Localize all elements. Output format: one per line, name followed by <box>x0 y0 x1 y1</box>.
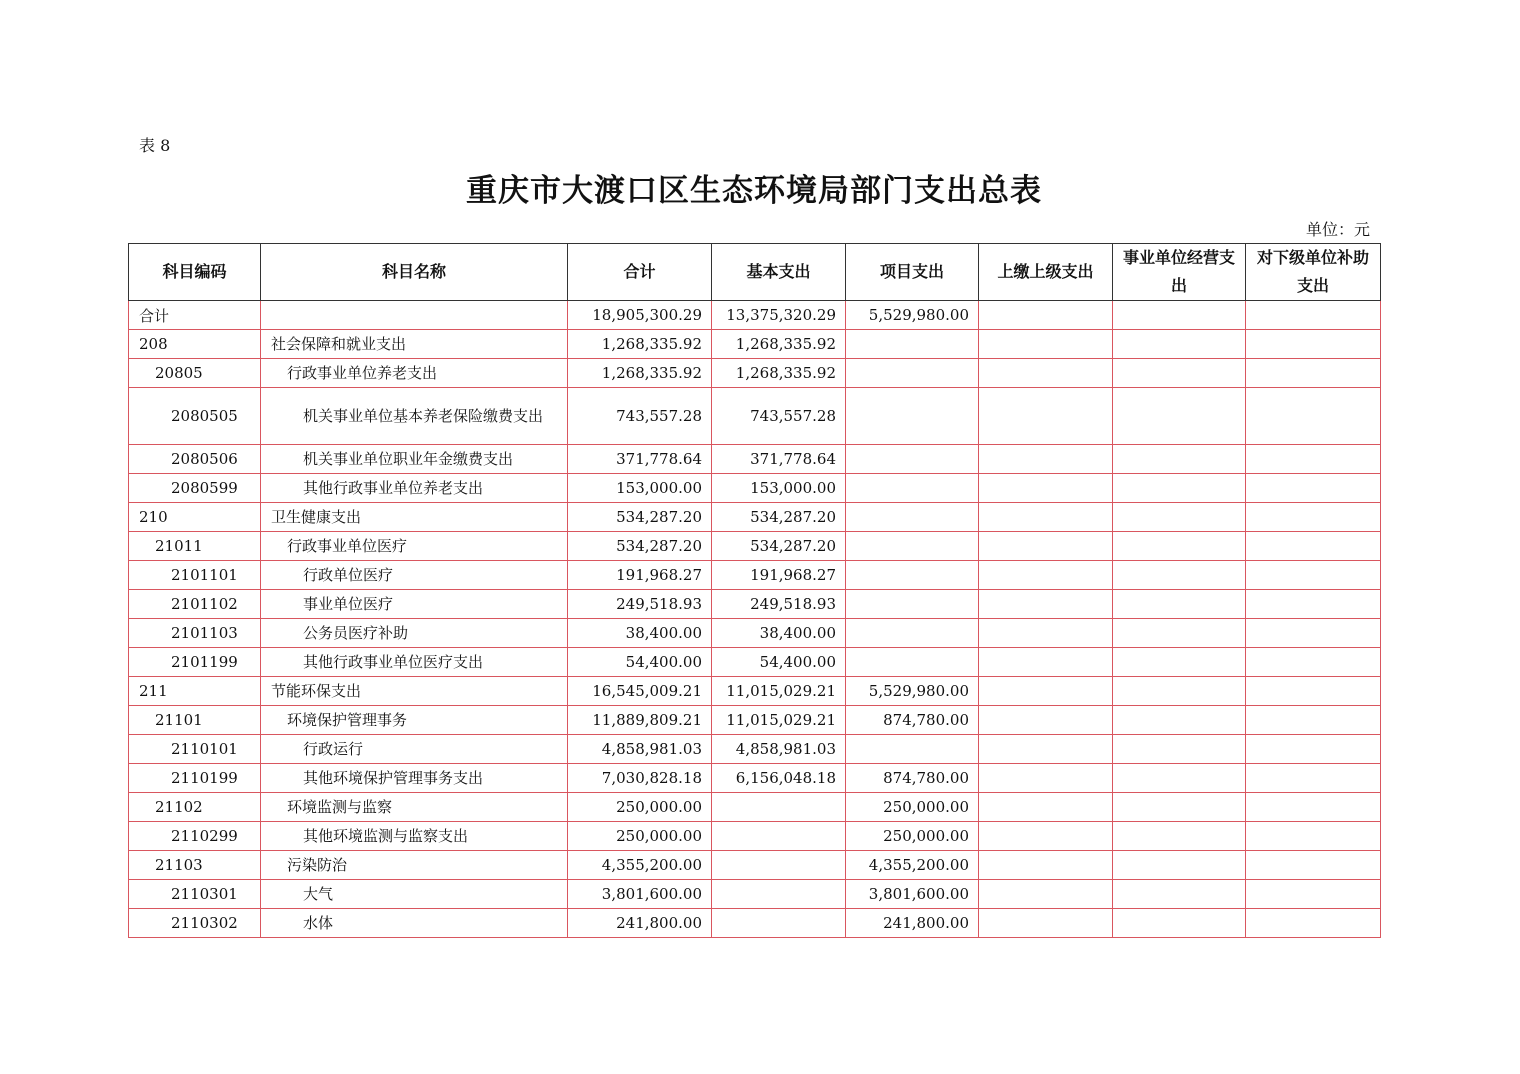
cell-basic: 11,015,029.21 <box>712 677 846 706</box>
cell-upper <box>979 590 1113 619</box>
cell-project <box>846 590 979 619</box>
cell-business <box>1113 793 1246 822</box>
cell-basic: 249,518.93 <box>712 590 846 619</box>
cell-business <box>1113 445 1246 474</box>
cell-total: 371,778.64 <box>568 445 712 474</box>
cell-project <box>846 532 979 561</box>
cell-subsidy <box>1246 359 1381 388</box>
cell-project: 241,800.00 <box>846 909 979 938</box>
header-total: 合计 <box>568 244 712 301</box>
cell-code: 211 <box>129 677 261 706</box>
table-row <box>129 619 1381 648</box>
cell-name: 公务员医疗补助 <box>261 619 568 648</box>
cell-business <box>1113 880 1246 909</box>
unit-label: 单位：元 <box>1305 220 1370 239</box>
cell-basic: 38,400.00 <box>712 619 846 648</box>
cell-project: 3,801,600.00 <box>846 880 979 909</box>
cell-code: 2080506 <box>129 445 261 474</box>
cell-basic: 534,287.20 <box>712 503 846 532</box>
cell-basic: 534,287.20 <box>712 532 846 561</box>
cell-upper <box>979 880 1113 909</box>
cell-basic <box>712 822 846 851</box>
cell-project <box>846 648 979 677</box>
cell-business <box>1113 561 1246 590</box>
cell-project <box>846 503 979 532</box>
cell-upper <box>979 677 1113 706</box>
cell-basic <box>712 851 846 880</box>
cell-total: 191,968.27 <box>568 561 712 590</box>
table-row <box>129 330 1381 359</box>
header-project: 项目支出 <box>846 244 979 301</box>
cell-upper <box>979 445 1113 474</box>
cell-basic: 54,400.00 <box>712 648 846 677</box>
table-row <box>129 793 1381 822</box>
cell-project <box>846 474 979 503</box>
cell-code: 2101101 <box>129 561 261 590</box>
cell-basic: 1,268,335.92 <box>712 359 846 388</box>
header-name: 科目名称 <box>261 244 568 301</box>
cell-basic: 743,557.28 <box>712 388 846 445</box>
cell-code: 合计 <box>129 301 261 330</box>
cell-code: 2110101 <box>129 735 261 764</box>
cell-code: 21102 <box>129 793 261 822</box>
cell-code: 2080505 <box>129 388 261 445</box>
cell-subsidy <box>1246 880 1381 909</box>
cell-code: 208 <box>129 330 261 359</box>
cell-subsidy <box>1246 706 1381 735</box>
cell-total: 11,889,809.21 <box>568 706 712 735</box>
table-row <box>129 822 1381 851</box>
cell-total: 38,400.00 <box>568 619 712 648</box>
cell-business <box>1113 619 1246 648</box>
table-row <box>129 503 1381 532</box>
cell-name: 机关事业单位基本养老保险缴费支出 <box>261 388 568 445</box>
cell-code: 21103 <box>129 851 261 880</box>
cell-code: 2101102 <box>129 590 261 619</box>
cell-business <box>1113 503 1246 532</box>
cell-basic: 1,268,335.92 <box>712 330 846 359</box>
cell-name: 节能环保支出 <box>261 677 568 706</box>
cell-name: 行政事业单位医疗 <box>261 532 568 561</box>
table-row <box>129 735 1381 764</box>
cell-basic <box>712 793 846 822</box>
cell-upper <box>979 851 1113 880</box>
table-row <box>129 706 1381 735</box>
table-label: 表 8 <box>139 136 171 155</box>
cell-subsidy <box>1246 330 1381 359</box>
cell-basic: 4,858,981.03 <box>712 735 846 764</box>
cell-upper <box>979 648 1113 677</box>
cell-business <box>1113 677 1246 706</box>
cell-total: 534,287.20 <box>568 532 712 561</box>
cell-name: 事业单位医疗 <box>261 590 568 619</box>
table-row <box>129 561 1381 590</box>
cell-subsidy <box>1246 532 1381 561</box>
cell-name: 其他行政事业单位医疗支出 <box>261 648 568 677</box>
cell-project <box>846 619 979 648</box>
cell-subsidy <box>1246 561 1381 590</box>
cell-project <box>846 388 979 445</box>
header-business: 事业单位经营支出 <box>1113 244 1246 301</box>
cell-upper <box>979 619 1113 648</box>
cell-business <box>1113 388 1246 445</box>
cell-project: 874,780.00 <box>846 706 979 735</box>
cell-code: 21101 <box>129 706 261 735</box>
cell-subsidy <box>1246 851 1381 880</box>
cell-total: 18,905,300.29 <box>568 301 712 330</box>
cell-subsidy <box>1246 590 1381 619</box>
cell-business <box>1113 474 1246 503</box>
cell-subsidy <box>1246 735 1381 764</box>
page-title: 重庆市大渡口区生态环境局部门支出总表 <box>466 173 1042 209</box>
cell-total: 16,545,009.21 <box>568 677 712 706</box>
expenditure-table <box>128 243 1381 938</box>
cell-project: 5,529,980.00 <box>846 677 979 706</box>
cell-project <box>846 735 979 764</box>
table-row <box>129 851 1381 880</box>
table-row <box>129 359 1381 388</box>
cell-project <box>846 445 979 474</box>
table-row <box>129 474 1381 503</box>
cell-code: 2110301 <box>129 880 261 909</box>
cell-code: 2110199 <box>129 764 261 793</box>
table-row <box>129 764 1381 793</box>
cell-upper <box>979 503 1113 532</box>
cell-name: 污染防治 <box>261 851 568 880</box>
cell-subsidy <box>1246 793 1381 822</box>
table-row <box>129 677 1381 706</box>
cell-subsidy <box>1246 909 1381 938</box>
cell-project: 5,529,980.00 <box>846 301 979 330</box>
cell-name: 行政运行 <box>261 735 568 764</box>
cell-name: 其他行政事业单位养老支出 <box>261 474 568 503</box>
cell-subsidy <box>1246 301 1381 330</box>
header-row <box>129 244 1381 301</box>
cell-basic: 153,000.00 <box>712 474 846 503</box>
cell-project <box>846 561 979 590</box>
cell-basic: 191,968.27 <box>712 561 846 590</box>
cell-code: 20805 <box>129 359 261 388</box>
cell-name: 卫生健康支出 <box>261 503 568 532</box>
table-row <box>129 880 1381 909</box>
cell-name: 大气 <box>261 880 568 909</box>
cell-name: 行政事业单位养老支出 <box>261 359 568 388</box>
cell-name: 社会保障和就业支出 <box>261 330 568 359</box>
cell-code: 2101199 <box>129 648 261 677</box>
cell-business <box>1113 330 1246 359</box>
cell-code: 2110302 <box>129 909 261 938</box>
cell-total: 3,801,600.00 <box>568 880 712 909</box>
cell-subsidy <box>1246 388 1381 445</box>
cell-name: 机关事业单位职业年金缴费支出 <box>261 445 568 474</box>
cell-business <box>1113 706 1246 735</box>
header-basic: 基本支出 <box>712 244 846 301</box>
cell-code: 2110299 <box>129 822 261 851</box>
cell-total: 534,287.20 <box>568 503 712 532</box>
cell-project <box>846 359 979 388</box>
cell-total: 743,557.28 <box>568 388 712 445</box>
cell-project: 250,000.00 <box>846 822 979 851</box>
cell-basic <box>712 880 846 909</box>
cell-upper <box>979 330 1113 359</box>
header-subsidy: 对下级单位补助支出 <box>1246 244 1381 301</box>
cell-upper <box>979 793 1113 822</box>
cell-upper <box>979 388 1113 445</box>
cell-name: 行政单位医疗 <box>261 561 568 590</box>
cell-upper <box>979 561 1113 590</box>
cell-name: 其他环境保护管理事务支出 <box>261 764 568 793</box>
cell-upper <box>979 909 1113 938</box>
cell-business <box>1113 301 1246 330</box>
cell-name <box>261 301 568 330</box>
cell-total: 250,000.00 <box>568 822 712 851</box>
cell-total: 250,000.00 <box>568 793 712 822</box>
cell-total: 4,355,200.00 <box>568 851 712 880</box>
cell-project: 250,000.00 <box>846 793 979 822</box>
cell-total: 4,858,981.03 <box>568 735 712 764</box>
cell-subsidy <box>1246 445 1381 474</box>
table-row <box>129 301 1381 330</box>
cell-business <box>1113 590 1246 619</box>
cell-basic <box>712 909 846 938</box>
header-upper: 上缴上级支出 <box>979 244 1113 301</box>
cell-total: 1,268,335.92 <box>568 330 712 359</box>
table-row <box>129 648 1381 677</box>
cell-upper <box>979 474 1113 503</box>
cell-basic: 6,156,048.18 <box>712 764 846 793</box>
cell-upper <box>979 532 1113 561</box>
cell-name: 其他环境监测与监察支出 <box>261 822 568 851</box>
cell-business <box>1113 359 1246 388</box>
cell-subsidy <box>1246 474 1381 503</box>
cell-business <box>1113 851 1246 880</box>
table-row <box>129 445 1381 474</box>
table-row <box>129 532 1381 561</box>
table-row <box>129 590 1381 619</box>
cell-business <box>1113 532 1246 561</box>
table-row <box>129 388 1381 445</box>
cell-upper <box>979 301 1113 330</box>
cell-name: 环境监测与监察 <box>261 793 568 822</box>
cell-upper <box>979 359 1113 388</box>
cell-upper <box>979 735 1113 764</box>
cell-subsidy <box>1246 677 1381 706</box>
cell-subsidy <box>1246 822 1381 851</box>
cell-project: 4,355,200.00 <box>846 851 979 880</box>
cell-total: 249,518.93 <box>568 590 712 619</box>
cell-total: 1,268,335.92 <box>568 359 712 388</box>
cell-name: 水体 <box>261 909 568 938</box>
cell-upper <box>979 764 1113 793</box>
header-code: 科目编码 <box>129 244 261 301</box>
cell-total: 153,000.00 <box>568 474 712 503</box>
cell-subsidy <box>1246 648 1381 677</box>
cell-upper <box>979 822 1113 851</box>
cell-upper <box>979 706 1113 735</box>
table-body <box>129 301 1381 938</box>
cell-business <box>1113 764 1246 793</box>
cell-basic: 13,375,320.29 <box>712 301 846 330</box>
cell-project: 874,780.00 <box>846 764 979 793</box>
cell-total: 7,030,828.18 <box>568 764 712 793</box>
cell-business <box>1113 909 1246 938</box>
cell-subsidy <box>1246 764 1381 793</box>
table-row <box>129 909 1381 938</box>
cell-code: 210 <box>129 503 261 532</box>
cell-total: 241,800.00 <box>568 909 712 938</box>
cell-subsidy <box>1246 619 1381 648</box>
cell-code: 2101103 <box>129 619 261 648</box>
cell-code: 21011 <box>129 532 261 561</box>
cell-code: 2080599 <box>129 474 261 503</box>
cell-basic: 371,778.64 <box>712 445 846 474</box>
cell-project <box>846 330 979 359</box>
cell-business <box>1113 735 1246 764</box>
cell-subsidy <box>1246 503 1381 532</box>
cell-basic: 11,015,029.21 <box>712 706 846 735</box>
cell-business <box>1113 822 1246 851</box>
cell-total: 54,400.00 <box>568 648 712 677</box>
cell-business <box>1113 648 1246 677</box>
cell-name: 环境保护管理事务 <box>261 706 568 735</box>
